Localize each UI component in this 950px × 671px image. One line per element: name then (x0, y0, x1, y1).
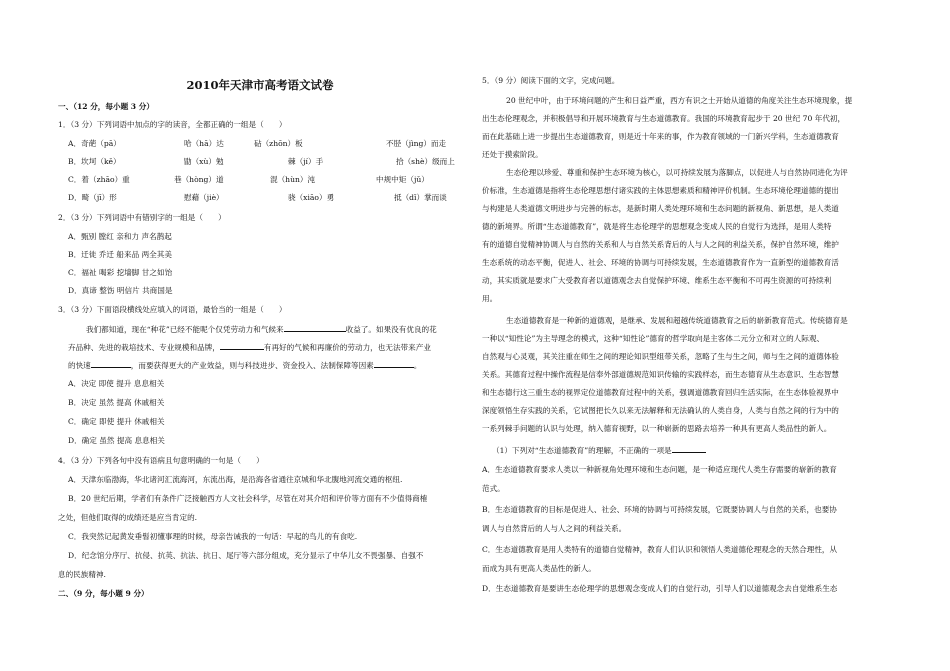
q4-option-d-line-2: 息的民族精神. (58, 570, 106, 579)
q3-p1b: 收益了。如果没有优良的花 (345, 325, 437, 334)
para2-line-6: 生态系统的动态平衡，促进人、社会、环境的协调与可持续发展，生态道德教育作为一直新型的道德教育活 (482, 258, 839, 267)
q2-stem: 2．（3 分）下列词语中有错别字的一组是（ ） (58, 213, 226, 222)
q3-p1a: 我们都知道，现在“种花”已经不能呢个仅凭劳动力和气候来 (86, 325, 284, 334)
q3-p2a: 卉品种、先进的栽培技术、专业规模和品牌， (68, 343, 220, 352)
q1-d-2: 慰藉（jiè） (184, 193, 224, 202)
q1-b-4: 拾（shè）级而上 (396, 157, 455, 166)
para3-line-4: 关系。其德育过程中操作流程是信奉外部道德规范知识传输的实践样态，而生态德育从生态意识、生态智慧 (482, 370, 839, 379)
para3-line-2: 一种以“知性论”为主导理念的模式，这种“知性论”德育的哲学取向是主客体二元分立和对立的人际观、 (482, 334, 825, 343)
para1-line-3: 而在此基础上进一步提出生态道德教育，则是近十年来的事，作为教育领域的一门新兴学科，生态道德教育 (482, 132, 839, 141)
q1-b-1: B．坎坷（kě） (68, 157, 121, 166)
q5-option-c-line-1: C．生态道德教育是用人类特有的道德自觉精神，教育人们认识和领悟人类道德伦理观念的天然合理性，从 (482, 545, 838, 554)
q4-option-c: C．我突然记起黄发垂髫初懂事理的时候，母亲告诫我的一句话：早起的鸟儿的有食吃. (68, 532, 358, 541)
para1-line-2: 出生态伦理观念，并积极倡导和开展环境教育与生态道德教育。我国的环境教育起步于 20 世纪 70 年代初， (482, 114, 846, 123)
q1-b-3: 棘（jí）手 (288, 157, 324, 166)
q3-passage-line-1 (86, 324, 437, 335)
q1-d-4: 抵（dǐ）掌而谈 (394, 193, 447, 202)
q4-option-b-line-1: B．20 世纪后期，学者们有条件广泛接触西方人文社会科学，尽管在对其介绍和评价等方面有不少值得商榷 (68, 494, 428, 503)
exam-title: 2010年天津市高考语文试卷 (186, 78, 334, 92)
q3-blank-3 (91, 360, 131, 368)
q1-b-2: 勖（xù）勉 (184, 157, 224, 166)
q3-passage-line-2 (68, 342, 431, 353)
q1-d-1: D．畸（jī）形 (68, 193, 117, 202)
q3-p3b: ，而要获得更大的产业效益，则与科技进步、资金投入、法制保障等因素 (130, 361, 374, 370)
q3-option-a: A．决定 即使 提升 息息相关 (68, 379, 165, 388)
para2-line-2: 价标准，生态道德是指将生态伦理思想付诸实践的主体思想素质和精神评价机制。生态环境伦理道德的提出 (482, 186, 839, 195)
q4-stem: 4．（3 分）下列各句中没有语病且句意明确的一句是（ ） (58, 456, 264, 465)
para3-line-7: 一系列棘手问题的认识与处理，纳入德育视野，以一种崭新的思路去培养一种具有更高人类品性的新人。 (482, 424, 832, 433)
para2-line-1: 生态伦理以珍爱、尊重和保护生态环境为核心，以可持续发展为落脚点，以促进人与自然协同进化为评 (506, 168, 848, 177)
q2-option-c: C．福祉 喝彩 挖墙脚 甘之如饴 (68, 268, 173, 277)
q4-option-b-line-2: 之处，但他们取得的成绩还是应当肯定的. (58, 513, 198, 522)
section-one-heading: 一、（12 分，每小题 3 分） (58, 102, 154, 111)
q3-blank-4 (374, 360, 414, 368)
para3-line-1: 生态道德教育是一种新的道德观，是继承、发展和超越传统道德教育之后的崭新教育范式。传统德育是 (506, 316, 848, 325)
q1-c-1: C．着（zhāo）重 (68, 175, 130, 184)
q5-sub1-text: （1）下列对“生态道德教育”的理解，不正确的一项是 (492, 446, 672, 455)
q3-p2b: 有再好的气候和再廉价的劳动力，也无法带来产业 (263, 343, 431, 352)
q3-blank-1 (284, 324, 346, 332)
q3-option-d: D．确定 虽然 提高 息息相关 (68, 436, 165, 445)
q3-p3c: 。 (413, 361, 422, 370)
q2-option-d: D．真谛 整饬 明信片 共商国是 (68, 286, 173, 295)
q1-c-3: 混（hùn）沌 (270, 175, 316, 184)
q5-option-a-line-1: A．生态道德教育要求人类以一种新视角处理环境和生态问题，是一种适应现代人类生存需要的崭新的教育 (482, 465, 837, 474)
q3-p3a: 的快速 (68, 361, 91, 370)
para2-line-4: 德的新境界。所谓“生态道德教育”，就是将生态伦理学的思想观念变成人民的自觉行为选择，是用人类特 (482, 222, 832, 231)
q5-sub1-stem (492, 445, 706, 456)
q1-a-2: 哈（hā）达 (184, 139, 224, 148)
q5-sub1-blank (672, 445, 706, 453)
q3-passage-line-3 (68, 360, 421, 371)
q3-option-b: B．决定 虽然 提高 休戚相关 (68, 398, 165, 407)
q1-c-4: 中规中矩（jǔ） (376, 175, 429, 184)
para3-line-3: 自然观与心灵观，其关注重在师生之间的理论知识型组带关系，忽略了生与生之间，师与生之间的道德体验 (482, 352, 839, 361)
q1-stem: 1．（3 分）下列词语中加点的字的读音，全都正确的一组是（ ） (58, 120, 287, 129)
q2-option-b: B．迁徙 乔迁 船来品 两全其美 (68, 250, 172, 259)
para2-line-3: 与构建是人类道德文明进步与完善的标志，是新时期人类处理环境和生态问题的新视角、新思想，是人类道 (482, 204, 839, 213)
q3-option-c: C．确定 即使 提升 休戚相关 (68, 417, 165, 426)
para2-line-7: 动，其实质就是要求广大受教育者以道德观念去自觉保护环境、维系生态平衡和不可再生资源的可持续利 (482, 276, 832, 285)
q3-stem: 3．（3 分）下面语段横线处应填入的词语，最恰当的一组是（ ） (58, 305, 287, 314)
q5-option-c-line-2: 而成为具有更高人类品性的新人。 (482, 564, 596, 573)
q4-option-a: A．天津东临渤海，华北诸河汇流海河，东流出海，是沿海各省通往京城和华北腹地河流交通的枢纽. (68, 475, 403, 484)
para3-line-5: 和生态德行这三重生态的视界定位道德教育过程中的关系，强调道德教育回归生活实际，在生态体验视界中 (482, 388, 839, 397)
section-two-heading: 二、（9 分，每小题 9 分） (58, 589, 149, 598)
para2-line-5: 有的道德自觉精神协调人与自然的关系和人与自然关系背后的人与人之间的利益关系，保护自然环境，维护 (482, 240, 839, 249)
q1-a-4: 不胫（jìng）而走 (386, 139, 447, 148)
para3-line-6: 深度领悟生存实践的关系，它试图把长久以来无法解释和无法确认的人类自身，人类与自然之间的行为中的 (482, 406, 839, 415)
q5-option-b-line-2: 调人与自然背后的人与人之间的利益关系。 (482, 524, 627, 533)
q1-d-3: 骁（xiāo）勇 (288, 193, 335, 202)
q5-option-a-line-2: 范式。 (482, 484, 505, 493)
q2-option-a: A．甄别 膛红 亲和力 声名鹊起 (68, 232, 172, 241)
q5-stem: 5．（9 分）阅读下面的文字，完成问题。 (482, 76, 620, 85)
para1-line-4: 还处于摸索阶段。 (482, 150, 543, 159)
q3-blank-2 (220, 342, 264, 350)
q5-option-b-line-1: B．生态道德教育的目标是促进人、社会、环境的协调与可持续发展，它既要协调人与自然的关系，也要协 (482, 505, 837, 514)
q1-a-3: 砧（zhōn）板 (254, 139, 303, 148)
q5-option-d-line-1: D．生态道德教育是要讲生态伦理学的思想观念变成人们的自觉行动，引导人们以道德观念去自觉维系生态 (482, 584, 838, 593)
para1-line-1: 20 世纪中叶，由于环境问题的产生和日益严重，西方有识之士开始从道德的角度关注生态环境现象，提 (506, 96, 853, 105)
q1-c-2: 巷（hòng）道 (174, 175, 224, 184)
para2-line-8: 用。 (482, 294, 498, 303)
q1-a-1: A．奇葩（pā） (68, 139, 121, 148)
q4-option-d-line-1: D．纪念馆分序厅、抗侵、抗英、抗法、抗日、尾厅等六部分组成，充分显示了中华儿女不畏强暴、自强不 (68, 551, 424, 560)
